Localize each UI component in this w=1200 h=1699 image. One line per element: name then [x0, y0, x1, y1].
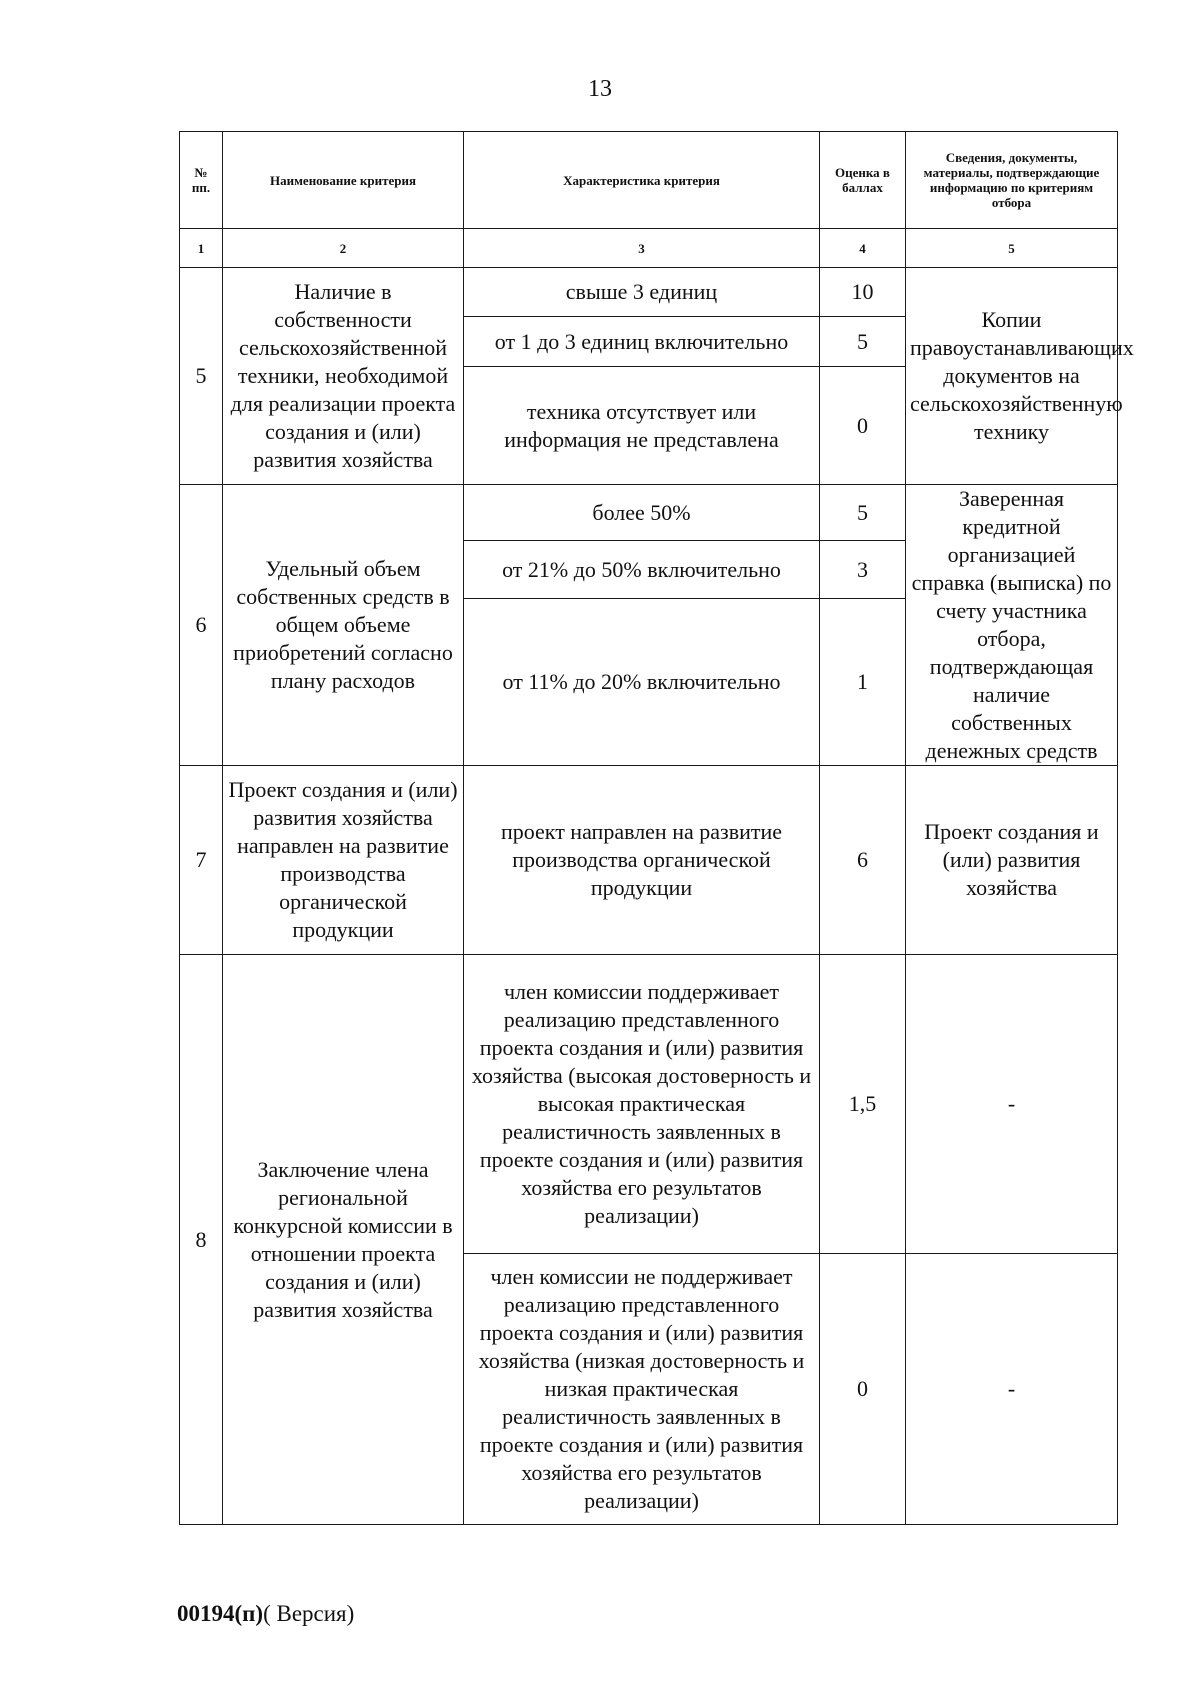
- header-name: Наименование критерия: [223, 132, 464, 229]
- document-code: 00194(п): [177, 1601, 264, 1626]
- criterion-score: 0: [820, 1254, 906, 1525]
- column-number: 1: [180, 229, 223, 268]
- criterion-characteristic: от 11% до 20% включительно: [464, 599, 820, 766]
- criterion-evidence: Копии правоустанавливающих документов на сельскохозяйственную технику: [906, 268, 1118, 485]
- criterion-name: Удельный объем собственных средств в общем объеме приобретений согласно плану расходов: [223, 485, 464, 766]
- header-score: Оценка в баллах: [820, 132, 906, 229]
- table-row: [180, 955, 1118, 1254]
- header-characteristic: Характеристика критерия: [464, 132, 820, 229]
- criterion-evidence: Проект создания и (или) развития хозяйства: [906, 766, 1118, 955]
- criterion-characteristic: член комиссии поддерживает реализацию представленного проекта создания и (или) развития хозяйства (высокая достоверность и высокая практическая реалистичность заявленных в проекте создания и (или) развития хозяйства его результатов реализации): [464, 955, 820, 1254]
- column-number: 2: [223, 229, 464, 268]
- criteria-table: [179, 131, 1134, 1525]
- criterion-score: 3: [820, 541, 906, 599]
- criterion-name: Заключение члена региональной конкурсной комиссии в отношении проекта создания и (или) развития хозяйства: [223, 955, 464, 1525]
- column-number: 3: [464, 229, 820, 268]
- criterion-characteristic: от 21% до 50% включительно: [464, 541, 820, 599]
- criterion-score: 1: [820, 599, 906, 766]
- criterion-number: 5: [180, 268, 223, 485]
- criterion-evidence: -: [906, 955, 1118, 1254]
- column-number-row: [180, 229, 1118, 268]
- criterion-name: Проект создания и (или) развития хозяйства направлен на развитие производства органической продукции: [223, 766, 464, 955]
- header-row: [180, 132, 1118, 229]
- criterion-evidence: -: [906, 1254, 1118, 1525]
- column-number: 4: [820, 229, 906, 268]
- criterion-characteristic: проект направлен на развитие производства органической продукции: [464, 766, 820, 955]
- criterion-number: 8: [180, 955, 223, 1525]
- criterion-characteristic: более 50%: [464, 485, 820, 541]
- criterion-name: Наличие в собственности сельскохозяйственной техники, необходимой для реализации проекта создания и (или) развития хозяйства: [223, 268, 464, 485]
- criterion-number: 7: [180, 766, 223, 955]
- header-evidence: Сведения, документы, материалы, подтверждающие информацию по критериям отбора: [906, 132, 1118, 229]
- criterion-score: 6: [820, 766, 906, 955]
- document-version: ( Версия): [263, 1601, 355, 1626]
- criterion-characteristic: свыше 3 единиц: [464, 268, 820, 317]
- table-row: [180, 485, 1118, 541]
- header-num: № пп.: [180, 132, 223, 229]
- criterion-score: 10: [820, 268, 906, 317]
- table-row: [180, 268, 1118, 317]
- criterion-score: 0: [820, 367, 906, 485]
- table-row: [180, 766, 1118, 955]
- criterion-score: 5: [820, 317, 906, 367]
- document-footer: [177, 1601, 354, 1627]
- page-number: 13: [588, 76, 612, 102]
- criterion-characteristic: от 1 до 3 единиц включительно: [464, 317, 820, 367]
- criterion-score: 5: [820, 485, 906, 541]
- criterion-number: 6: [180, 485, 223, 766]
- criterion-score: 1,5: [820, 955, 906, 1254]
- criterion-characteristic: член комиссии не поддерживает реализацию представленного проекта создания и (или) развития хозяйства (низкая достоверность и низкая практическая реалистичность заявленных в проекте создания и (или) развития хозяйства его результатов реализации): [464, 1254, 820, 1525]
- criterion-characteristic: техника отсутствует или информация не представлена: [464, 367, 820, 485]
- column-number: 5: [906, 229, 1118, 268]
- criterion-evidence: Заверенная кредитной организацией справка (выписка) по счету участника отбора, подтверждающая наличие собственных денежных средств: [906, 485, 1118, 766]
